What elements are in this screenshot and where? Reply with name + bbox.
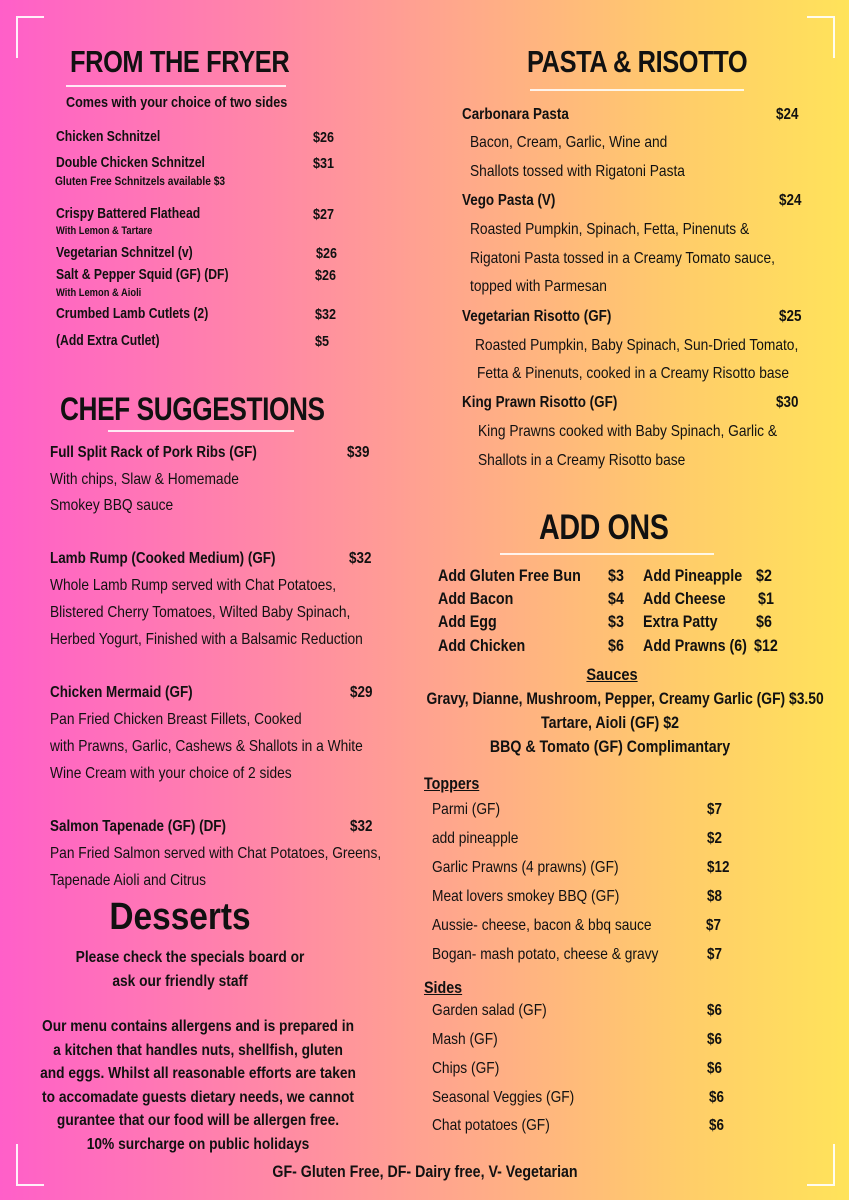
desserts-line: Please check the specials board or [75, 949, 305, 966]
addon-price: $12 [754, 636, 778, 655]
topper-name: add pineapple [432, 830, 519, 847]
pasta-item-name: Carbonara Pasta [462, 106, 569, 123]
allergen-line: to accomadate guests dietary needs, we cannot [42, 1089, 354, 1106]
pasta-item-desc: Roasted Pumpkin, Spinach, Fetta, Pinenuts & [470, 221, 750, 238]
addon-name: Add Chicken [438, 636, 526, 655]
side-price: $6 [707, 1060, 722, 1077]
fryer-item-price: $31 [313, 155, 335, 172]
topper-name: Garlic Prawns (4 prawns) (GF) [432, 859, 619, 876]
fryer-item-name: Double Chicken Schnitzel [56, 155, 205, 171]
side-name: Mash (GF) [432, 1031, 498, 1048]
addon-price: $3 [608, 566, 624, 585]
topper-price: $7 [707, 946, 722, 963]
pasta-item-desc: Shallots in a Creamy Risotto base [478, 452, 686, 469]
fryer-title: FROM THE FRYER [70, 44, 290, 79]
desserts-line: ask our friendly staff [112, 973, 248, 990]
desserts-title: Desserts [109, 896, 251, 938]
topper-name: Parmi (GF) [432, 801, 501, 818]
fryer-item-note: With Lemon & Aioli [56, 287, 142, 299]
chef-item-desc: Tapenade Aioli and Citrus [50, 872, 207, 889]
addon-name: Add Gluten Free Bun [438, 566, 581, 585]
fryer-item-price: $26 [313, 129, 335, 146]
fryer-item-name: Chicken Schnitzel [56, 129, 161, 145]
chef-item-desc: With chips, Slaw & Homemade [50, 471, 239, 488]
corner-top-right [807, 16, 835, 58]
chef-item-desc: with Prawns, Garlic, Cashews & Shallots in a White [50, 738, 363, 755]
chef-item-desc: Pan Fried Chicken Breast Fillets, Cooked [50, 711, 302, 728]
topper-price: $7 [707, 801, 722, 818]
addon-name: Add Pineapple [643, 566, 743, 585]
pasta-title: PASTA & RISOTTO [527, 44, 748, 79]
allergen-line: and eggs. Whilst all reasonable efforts are taken [40, 1065, 356, 1082]
side-price: $6 [709, 1089, 724, 1106]
side-price: $6 [709, 1117, 724, 1134]
chef-item-price: $32 [349, 550, 372, 567]
pasta-item-name: Vegetarian Risotto (GF) [462, 308, 612, 325]
side-name: Garden salad (GF) [432, 1002, 547, 1019]
chef-item-desc: Pan Fried Salmon served with Chat Potatoes, Greens, [50, 845, 382, 862]
pasta-item-desc: Shallots tossed with Rigatoni Pasta [470, 163, 685, 180]
fryer-item-price: $26 [316, 245, 338, 262]
addon-price: $3 [608, 612, 624, 631]
side-price: $6 [707, 1002, 722, 1019]
addon-name: Add Egg [438, 612, 497, 631]
addon-price: $6 [756, 612, 772, 631]
pasta-item-price: $25 [779, 308, 802, 325]
sauce-line: Gravy, Dianne, Mushroom, Pepper, Creamy Garlic (GF) $3.50 [426, 690, 824, 708]
chef-item-desc: Whole Lamb Rump served with Chat Potatoes, [50, 577, 337, 594]
pasta-item-desc: Rigatoni Pasta tossed in a Creamy Tomato sauce, [470, 250, 775, 267]
pasta-item-name: Vego Pasta (V) [462, 192, 556, 209]
fryer-title-rule [66, 85, 286, 87]
addons-title: ADD ONS [539, 508, 669, 547]
chef-item-name: Full Split Rack of Pork Ribs (GF) [50, 444, 257, 461]
topper-price: $2 [707, 830, 722, 847]
addon-price: $4 [608, 589, 624, 608]
chef-item-name: Salmon Tapenade (GF) (DF) [50, 818, 226, 835]
topper-name: Aussie- cheese, bacon & bbq sauce [432, 917, 652, 934]
chef-item-desc: Wine Cream with your choice of 2 sides [50, 765, 292, 782]
fryer-subtitle: Comes with your choice of two sides [66, 94, 288, 111]
addon-price: $2 [756, 566, 772, 585]
addon-name: Add Bacon [438, 589, 514, 608]
side-name: Chips (GF) [432, 1060, 500, 1077]
fryer-item-name: Salt & Pepper Squid (GF) (DF) [56, 267, 229, 283]
side-name: Seasonal Veggies (GF) [432, 1089, 575, 1106]
pasta-item-desc: Fetta & Pinenuts, cooked in a Creamy Risotto base [477, 365, 790, 382]
corner-bottom-right [807, 1144, 835, 1186]
fryer-item-name: Vegetarian Schnitzel (v) [56, 245, 193, 261]
addon-name: Add Cheese [643, 589, 726, 608]
allergen-line: Our menu contains allergens and is prepared in [42, 1018, 354, 1035]
fryer-item-price: $32 [315, 306, 337, 323]
fryer-item-price: $26 [315, 267, 337, 284]
allergen-line: gurantee that our food will be allergen free. [56, 1112, 340, 1129]
addon-name: Add Prawns (6) [643, 636, 747, 655]
chef-item-price: $32 [350, 818, 373, 835]
addons-title-rule [500, 553, 714, 555]
toppers-title: Toppers [424, 774, 480, 793]
side-price: $6 [707, 1031, 722, 1048]
sides-title: Sides [424, 978, 463, 997]
addon-price: $1 [758, 589, 774, 608]
sauces-title: Sauces [586, 665, 638, 684]
pasta-title-rule [530, 89, 744, 91]
addon-price: $6 [608, 636, 624, 655]
sauce-line: BBQ & Tomato (GF) Complimantary [489, 738, 731, 756]
fryer-item-name: Crumbed Lamb Cutlets (2) [56, 306, 209, 322]
topper-price: $8 [707, 888, 722, 905]
pasta-item-desc: Roasted Pumpkin, Baby Spinach, Sun-Dried Tomato, [475, 337, 799, 354]
allergen-line: a kitchen that handles nuts, shellfish, gluten [53, 1042, 343, 1059]
chef-title: CHEF SUGGESTIONS [60, 391, 325, 427]
pasta-item-desc: King Prawns cooked with Baby Spinach, Garlic & [478, 423, 778, 440]
chef-item-desc: Herbed Yogurt, Finished with a Balsamic Reduction [50, 631, 363, 648]
pasta-item-name: King Prawn Risotto (GF) [462, 394, 618, 411]
addon-name: Extra Patty [643, 612, 718, 631]
pasta-item-desc: topped with Parmesan [470, 278, 607, 295]
pasta-item-price: $24 [779, 192, 802, 209]
chef-item-price: $39 [347, 444, 370, 461]
chef-item-name: Chicken Mermaid (GF) [50, 684, 193, 701]
chef-item-price: $29 [350, 684, 373, 701]
topper-name: Meat lovers smokey BBQ (GF) [432, 888, 620, 905]
corner-top-left [16, 16, 44, 58]
pasta-item-desc: Bacon, Cream, Garlic, Wine and [470, 134, 668, 151]
fryer-item-name: Crispy Battered Flathead [56, 206, 201, 222]
chef-title-rule [108, 430, 294, 432]
chef-item-desc: Smokey BBQ sauce [50, 497, 174, 514]
chef-item-desc: Blistered Cherry Tomatoes, Wilted Baby Spinach, [50, 604, 351, 621]
allergen-line: 10% surcharge on public holidays [86, 1136, 310, 1153]
fryer-item-note: Gluten Free Schnitzels available $3 [55, 174, 226, 188]
chef-item-name: Lamb Rump (Cooked Medium) (GF) [50, 550, 276, 567]
topper-name: Bogan- mash potato, cheese & gravy [432, 946, 659, 963]
pasta-item-price: $30 [776, 394, 799, 411]
topper-price: $7 [706, 917, 721, 934]
sauce-line: Tartare, Aioli (GF) $2 [540, 714, 679, 732]
topper-price: $12 [707, 859, 730, 876]
fryer-item-price: $27 [313, 206, 335, 223]
side-name: Chat potatoes (GF) [432, 1117, 550, 1134]
fryer-item-note: With Lemon & Tartare [56, 225, 153, 237]
fryer-item-name: (Add Extra Cutlet) [56, 333, 160, 349]
pasta-item-price: $24 [776, 106, 799, 123]
fryer-item-price: $5 [315, 333, 330, 350]
footer-legend: GF- Gluten Free, DF- Dairy free, V- Vegetarian [272, 1163, 578, 1181]
